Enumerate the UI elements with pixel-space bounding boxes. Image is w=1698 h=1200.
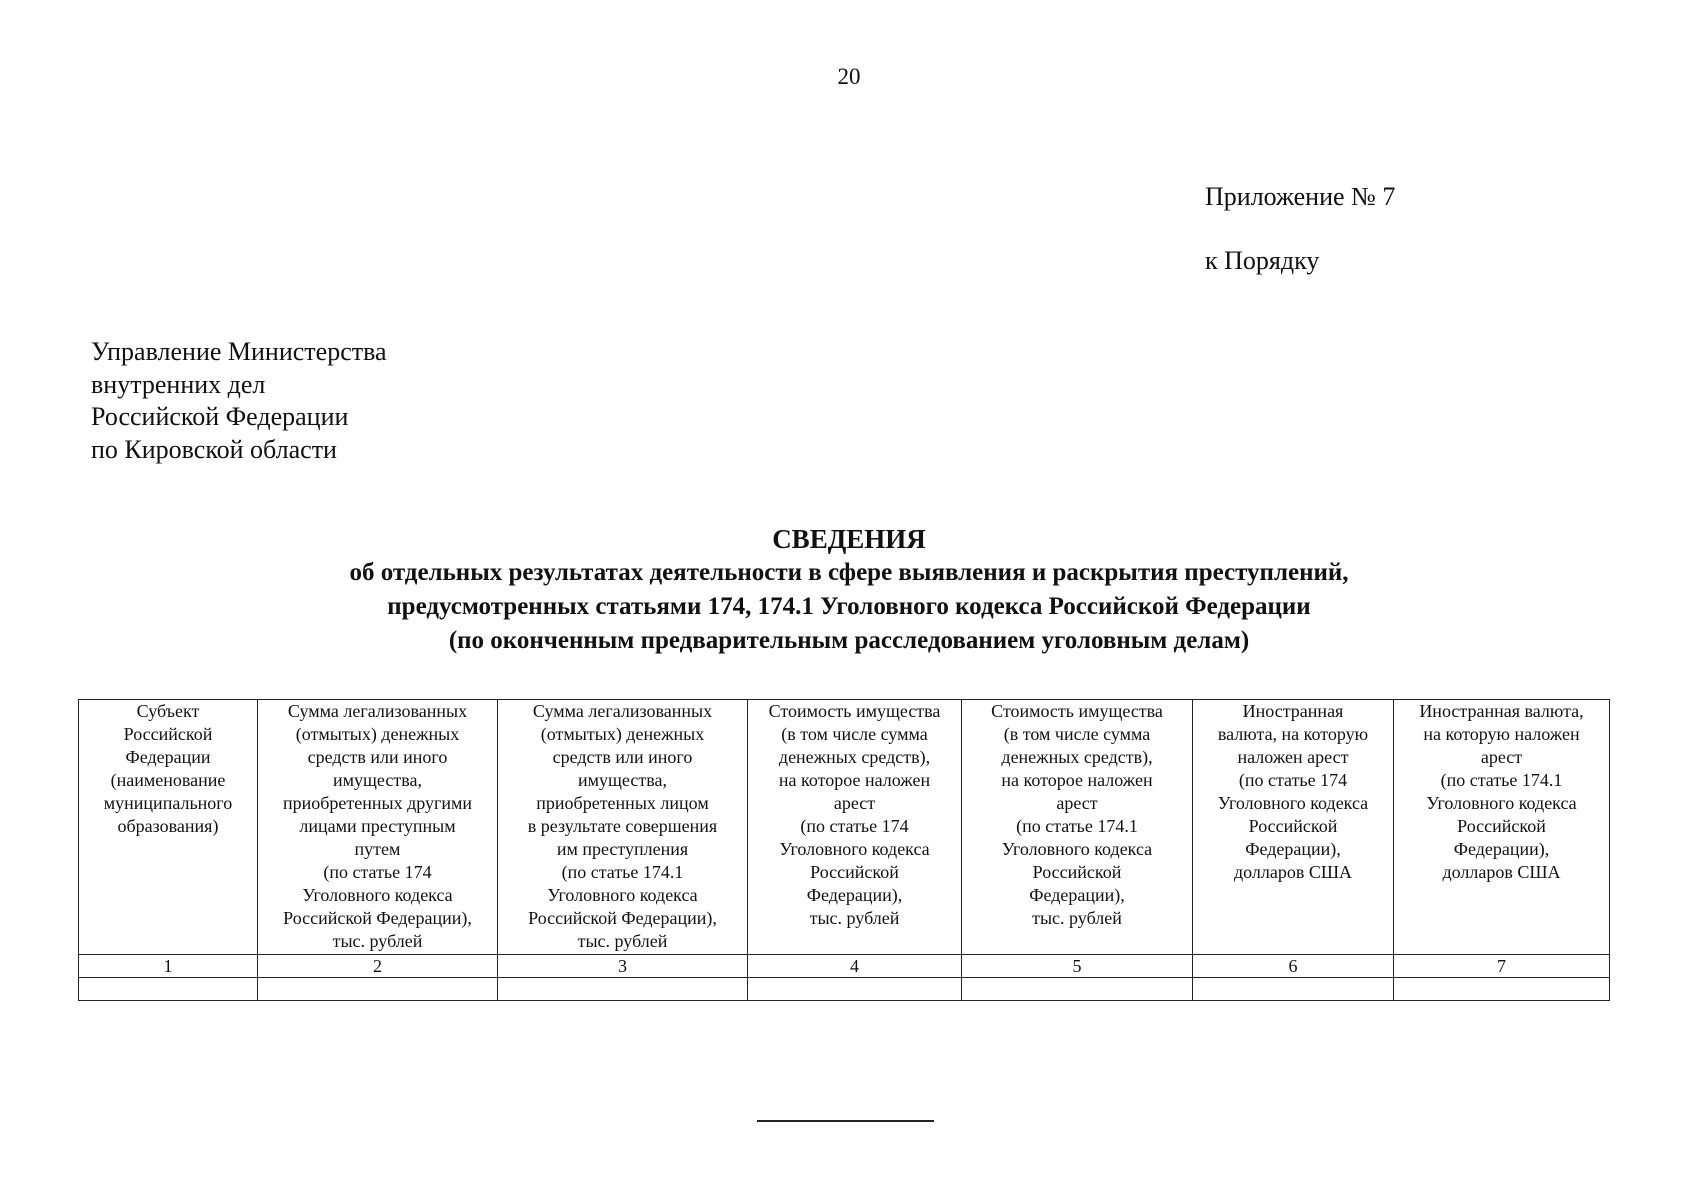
table-cell xyxy=(79,978,258,1001)
report-table xyxy=(78,699,1610,1001)
table-cell xyxy=(1193,978,1394,1001)
column-number: 3 xyxy=(498,955,748,978)
authority-line: Управление Министерства xyxy=(91,337,387,366)
table-cell xyxy=(498,978,748,1001)
appendix-reference: к Порядку xyxy=(1205,246,1320,275)
column-header: Стоимость имущества (в том числе сумма денежных средств), на которое наложен арест (по статье 174.1 Уголовного кодекса Российской Федерации), тыс. рублей xyxy=(962,700,1193,955)
column-number: 5 xyxy=(962,955,1193,978)
header-row xyxy=(79,700,1610,955)
document-title: СВЕДЕНИЯ xyxy=(772,524,926,554)
table-cell xyxy=(962,978,1193,1001)
column-number: 2 xyxy=(258,955,498,978)
column-header: Иностранная валюта, на которую наложен арест (по статье 174.1 Уголовного кодекса Российской Федерации), долларов США xyxy=(1394,700,1610,955)
column-header: Сумма легализованных (отмытых) денежных средств или иного имущества, приобретенных лицом в результате совершения им преступления (по статье 174.1 Уголовного кодекса Российской Федерации), тыс. рублей xyxy=(498,700,748,955)
authority-line: внутренних дел xyxy=(91,369,266,399)
document-subtitle-line: об отдельных результатах деятельности в сфере выявления и раскрытия преступлений, xyxy=(349,559,1349,586)
document-heading xyxy=(0,522,1698,658)
column-number: 1 xyxy=(79,955,258,978)
document-subtitle-line: предусмотренных статьями 174, 174.1 Уголовного кодекса Российской Федерации xyxy=(387,593,1311,620)
table-cell xyxy=(748,978,962,1001)
table-row xyxy=(79,978,1610,1001)
authority-line: по Кировской области xyxy=(91,434,337,464)
document-subtitle-line: (по оконченным предварительным расследованием уголовным делам) xyxy=(448,627,1250,654)
page-number: 20 xyxy=(837,64,861,89)
authority-block xyxy=(91,336,387,466)
column-number-row xyxy=(79,955,1610,978)
column-header: Иностранная валюта, на которую наложен арест (по статье 174 Уголовного кодекса Российской Федерации), долларов США xyxy=(1193,700,1394,955)
footer-divider xyxy=(757,1120,934,1122)
column-number: 4 xyxy=(748,955,962,978)
column-header: Субъект Российской Федерации (наименование муниципального образования) xyxy=(79,700,258,955)
column-header: Стоимость имущества (в том числе сумма денежных средств), на которое наложен арест (по статье 174 Уголовного кодекса Российской Федерации), тыс. рублей xyxy=(748,700,962,955)
column-header: Сумма легализованных (отмытых) денежных средств или иного имущества, приобретенных другими лицами преступным путем (по статье 174 Уголовного кодекса Российской Федерации), тыс. рублей xyxy=(258,700,498,955)
authority-line: Российской Федерации xyxy=(91,402,349,431)
table-cell xyxy=(1394,978,1610,1001)
table-cell xyxy=(258,978,498,1001)
appendix-number: Приложение № 7 xyxy=(1205,182,1396,211)
column-number: 7 xyxy=(1394,955,1610,978)
column-number: 6 xyxy=(1193,955,1394,978)
appendix-block xyxy=(1205,180,1395,278)
